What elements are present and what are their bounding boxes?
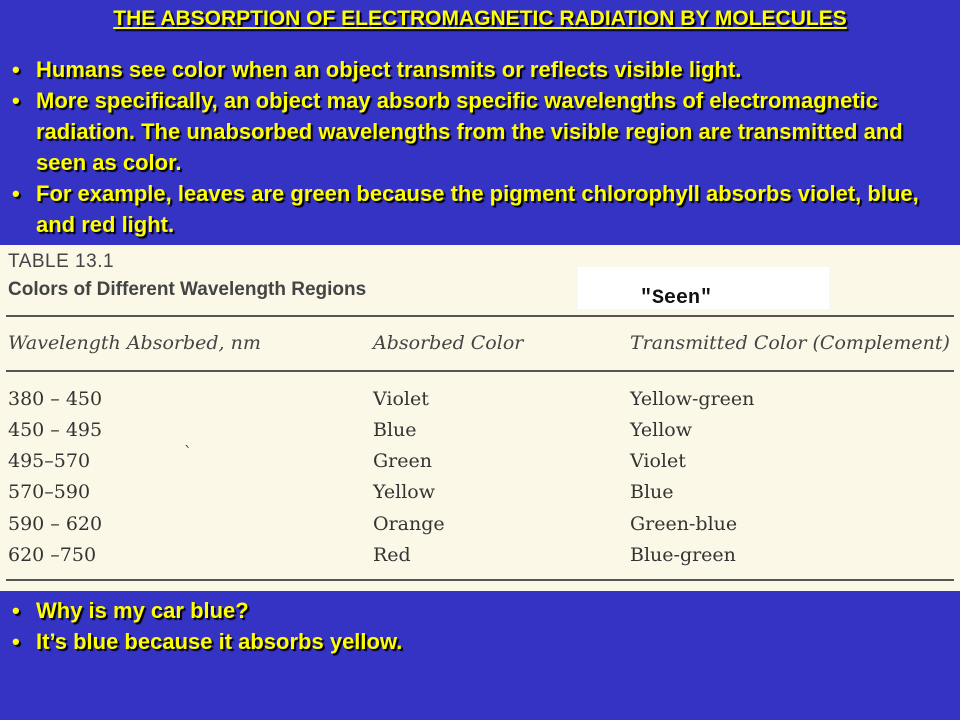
- table-caption: TABLE 13.1: [8, 251, 115, 272]
- table-rule: [6, 579, 954, 581]
- bullet-text: More specifically, an object may absorb specific wavelengths of electromagnetic radiation. The unabsorbed wavelengths from the visible region are transmitted and seen as color.: [36, 88, 903, 175]
- table-cell: Blue: [373, 419, 417, 441]
- slide-title: THE ABSORPTION OF ELECTROMAGNETIC RADIATION BY MOLECULES: [113, 7, 847, 30]
- table-cell: Blue-green: [630, 544, 736, 566]
- table-cell: Blue: [630, 481, 674, 503]
- stray-mark: `: [184, 443, 192, 462]
- bullet-item: [12, 85, 957, 178]
- table-cell: Yellow-green: [630, 388, 755, 410]
- table-cell: 620 –750: [8, 544, 97, 566]
- table-cell: Green: [373, 450, 432, 472]
- table-cell: Violet: [630, 450, 686, 472]
- bullet-item: [12, 626, 957, 657]
- bullet-text: It’s blue because it absorbs yellow.: [36, 629, 403, 654]
- table-cell: Violet: [373, 388, 429, 410]
- top-bullet-list: [12, 54, 957, 240]
- table-cell: 590 – 620: [8, 513, 103, 535]
- table-cell: 570–590: [8, 481, 91, 503]
- table-cell: 450 – 495: [8, 419, 103, 441]
- bullet-text: For example, leaves are green because the pigment chlorophyll absorbs violet, blue, and red light.: [36, 181, 919, 237]
- table-title: Colors of Different Wavelength Regions: [8, 279, 367, 300]
- bullet-item: [12, 54, 957, 85]
- column-header-wavelength: Wavelength Absorbed, nm: [8, 332, 261, 354]
- bullet-text: Humans see color when an object transmits or reflects visible light.: [36, 57, 742, 82]
- column-header-transmitted: Transmitted Color (Complement): [630, 332, 950, 354]
- bullet-marker: •: [12, 57, 20, 82]
- wavelength-table-image: [0, 245, 960, 591]
- table-cell: 495–570: [8, 450, 91, 472]
- bullet-marker: •: [12, 598, 20, 623]
- table-cell: Red: [373, 544, 411, 566]
- bullet-item: [12, 178, 957, 240]
- table-cell: 380 – 450: [8, 388, 103, 410]
- bullet-marker: •: [12, 88, 20, 113]
- bullet-text: Why is my car blue?: [36, 598, 249, 623]
- bullet-marker: •: [12, 629, 20, 654]
- table-cell: Orange: [373, 513, 445, 535]
- column-header-absorbed: Absorbed Color: [373, 332, 524, 354]
- table-cell: Yellow: [373, 481, 435, 503]
- bullet-item: [12, 595, 957, 626]
- table-cell: Green-blue: [630, 513, 738, 535]
- bullet-marker: •: [12, 181, 20, 206]
- table-rule: [6, 315, 954, 317]
- table-cell: Yellow: [630, 419, 692, 441]
- table-rule: [6, 370, 954, 372]
- bottom-bullet-list: [12, 595, 957, 657]
- seen-annotation: "Seen": [640, 287, 713, 310]
